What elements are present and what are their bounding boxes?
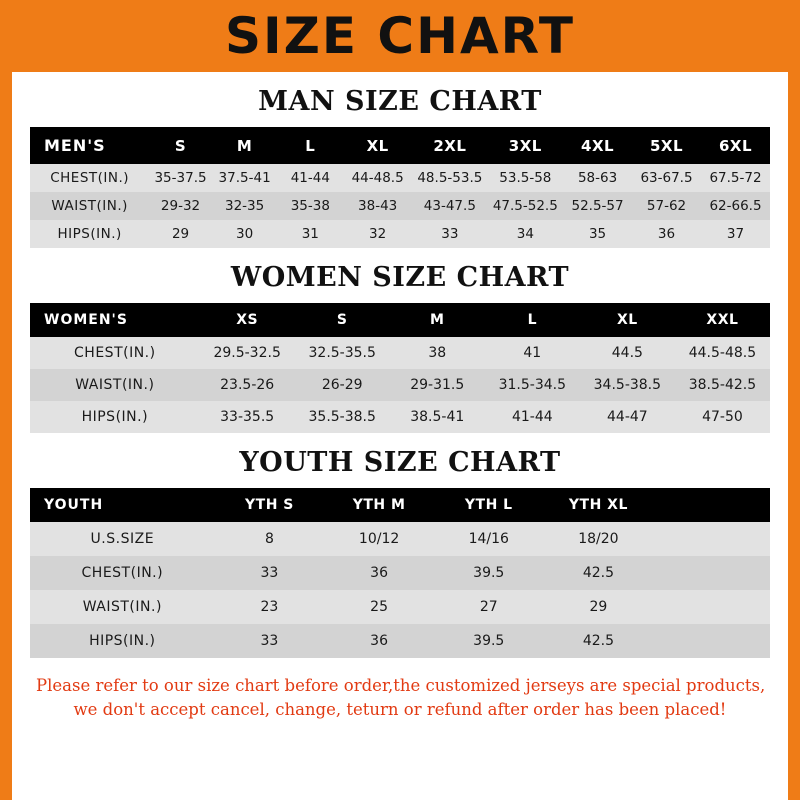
cell: 38.5-41 [390,401,485,433]
section-youth [30,447,770,658]
section-title-women: WOMEN SIZE CHART [230,262,570,293]
cell: 33-35.5 [200,401,295,433]
column-header-4xl: 4XL [563,127,632,164]
page-title: SIZE CHART [224,7,576,65]
section-women [30,262,770,433]
row-label-chest: CHEST(IN.) [30,164,149,192]
cell: 47.5-52.5 [488,192,563,220]
cell: 63-67.5 [632,164,701,192]
cell: 32.5-35.5 [295,337,390,369]
column-header-s: S [295,303,390,337]
page-banner [0,0,800,72]
cell: 18/20 [544,522,654,556]
youth-table-body [30,522,770,658]
cell: 29 [149,220,211,248]
chart-content [12,86,788,722]
youth-size-table [30,488,770,658]
cell: 33 [412,220,487,248]
cell: 38 [390,337,485,369]
column-header-yth-m: YTH M [324,488,434,522]
column-header-yth-s: YTH S [215,488,325,522]
table-row [30,220,770,248]
row-label-hips: HIPS(IN.) [30,220,149,248]
section-man [30,86,770,248]
cell: 43-47.5 [412,192,487,220]
cell: 10/12 [324,522,434,556]
column-header-xl: XL [580,303,675,337]
column-header-l: L [485,303,580,337]
column-header-empty [653,488,770,522]
cell: 38-43 [343,192,412,220]
cell: 62-66.5 [701,192,770,220]
cell: 23 [215,590,325,624]
cell: 41 [485,337,580,369]
cell: 14/16 [434,522,544,556]
cell: 25 [324,590,434,624]
cell: 53.5-58 [488,164,563,192]
cell: 52.5-57 [563,192,632,220]
cell: 58-63 [563,164,632,192]
cell: 47-50 [675,401,770,433]
cell: 35-38 [277,192,343,220]
row-label-hips: HIPS(IN.) [30,624,215,658]
cell: 39.5 [434,556,544,590]
table-row [30,164,770,192]
cell: 57-62 [632,192,701,220]
column-header-5xl: 5XL [632,127,701,164]
cell: 39.5 [434,624,544,658]
cell [653,522,770,556]
column-header-xl: XL [343,127,412,164]
column-header-6xl: 6XL [701,127,770,164]
cell [653,624,770,658]
table-header-row [30,127,770,164]
cell: 32-35 [212,192,278,220]
cell: 35 [563,220,632,248]
women-table-head [30,303,770,337]
cell: 36 [324,624,434,658]
cell: 29.5-32.5 [200,337,295,369]
cell: 8 [215,522,325,556]
column-header-rowlabel: YOUTH [30,488,215,522]
row-label-chest: CHEST(IN.) [30,337,200,369]
cell: 67.5-72 [701,164,770,192]
cell: 27 [434,590,544,624]
cell: 35-37.5 [149,164,211,192]
cell: 29-31.5 [390,369,485,401]
cell: 34 [488,220,563,248]
column-header-xxl: XXL [675,303,770,337]
cell [653,556,770,590]
section-title-man: MAN SIZE CHART [258,86,542,117]
table-row [30,590,770,624]
column-header-m: M [212,127,278,164]
column-header-s: S [149,127,211,164]
table-row [30,369,770,401]
cell: 41-44 [277,164,343,192]
footer-note [30,674,770,722]
cell: 38.5-42.5 [675,369,770,401]
table-header-row [30,488,770,522]
cell: 26-29 [295,369,390,401]
cell: 31.5-34.5 [485,369,580,401]
table-row [30,192,770,220]
cell: 44.5 [580,337,675,369]
column-header-yth-xl: YTH XL [544,488,654,522]
table-row [30,337,770,369]
table-header-row [30,303,770,337]
footer-note-line-2: we don't accept cancel, change, teturn or refund after order has been placed! [73,699,727,719]
cell: 36 [632,220,701,248]
row-label-waist: WAIST(IN.) [30,369,200,401]
row-label-waist: WAIST(IN.) [30,590,215,624]
cell: 33 [215,624,325,658]
women-size-table [30,303,770,433]
cell: 44.5-48.5 [675,337,770,369]
cell: 34.5-38.5 [580,369,675,401]
cell: 37.5-41 [212,164,278,192]
column-header-m: M [390,303,485,337]
cell [653,590,770,624]
cell: 42.5 [544,556,654,590]
row-label-waist: WAIST(IN.) [30,192,149,220]
man-table-head [30,127,770,164]
cell: 33 [215,556,325,590]
row-label-chest: CHEST(IN.) [30,556,215,590]
women-table-body [30,337,770,433]
cell: 23.5-26 [200,369,295,401]
table-row [30,522,770,556]
cell: 30 [212,220,278,248]
column-header-rowlabel: WOMEN'S [30,303,200,337]
cell: 29 [544,590,654,624]
man-size-table [30,127,770,248]
row-label-hips: HIPS(IN.) [30,401,200,433]
cell: 48.5-53.5 [412,164,487,192]
column-header-l: L [277,127,343,164]
column-header-3xl: 3XL [488,127,563,164]
column-header-xs: XS [200,303,295,337]
cell: 44-48.5 [343,164,412,192]
table-row [30,624,770,658]
row-label-us-size: U.S.SIZE [30,522,215,556]
cell: 29-32 [149,192,211,220]
column-header-2xl: 2XL [412,127,487,164]
man-table-body [30,164,770,248]
column-header-rowlabel: MEN'S [30,127,149,164]
column-header-yth-l: YTH L [434,488,544,522]
cell: 31 [277,220,343,248]
cell: 35.5-38.5 [295,401,390,433]
table-row [30,556,770,590]
cell: 37 [701,220,770,248]
section-title-youth: YOUTH SIZE CHART [239,447,561,478]
cell: 32 [343,220,412,248]
cell: 36 [324,556,434,590]
cell: 42.5 [544,624,654,658]
table-row [30,401,770,433]
footer-note-line-1: Please refer to our size chart before order,the customized jerseys are special products, [36,676,766,695]
youth-table-head [30,488,770,522]
cell: 44-47 [580,401,675,433]
cell: 41-44 [485,401,580,433]
